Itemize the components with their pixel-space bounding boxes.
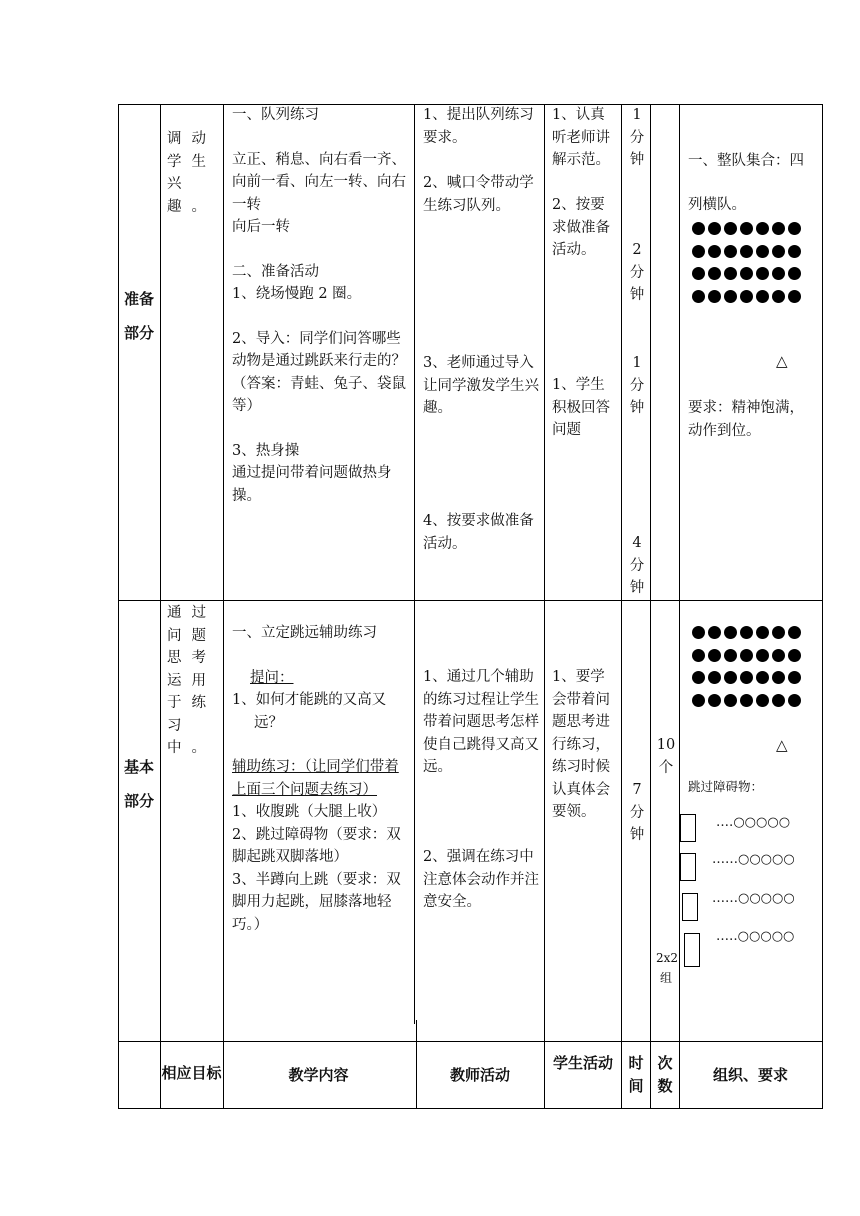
student-dot [772,626,785,639]
prep-time-1: 1分钟 [629,107,645,168]
student-dot [692,267,705,280]
student-dot [772,290,785,303]
student-dot [708,290,721,303]
basic-aux-3: 3、半蹲向上跳（要求：双脚用力起跳，屈膝落地轻巧。） [232,871,401,933]
col-line-7 [679,104,680,1109]
prep-dot-row [692,222,801,235]
col-line-3a [414,104,415,1024]
student-dot [788,649,801,662]
basic-goal: 通过问题思考运用于练习中。 [167,605,216,756]
student-dot [708,694,721,707]
prep-dot-row [692,267,801,280]
basic-time: 7分钟 [629,782,645,843]
prep-content [232,104,410,507]
prep-content-p2: 1、绕场慢跑 2 圈。 [232,286,362,302]
basic-aux-2: 2、跳过障碍物（要求：双脚起跳双脚落地） [232,826,401,865]
student-dot [788,245,801,258]
student-dot [724,626,737,639]
student-dot [740,267,753,280]
student-dot [772,671,785,684]
col-line-5 [621,104,622,1109]
student-dot [772,222,785,235]
basic-count-2: 2x2组 [656,951,679,985]
prep-content-p4: 3、热身操 [232,442,300,459]
student-dot [708,267,721,280]
header-goal: 相应目标 [161,1064,222,1082]
student-dot [692,671,705,684]
header-time: 时间 [628,1054,644,1095]
prep-content-p1b: 向后一转 [232,219,290,235]
jump-row-3: ……○○○○○ [712,891,795,906]
student-dot [756,671,769,684]
student-dot [724,694,737,707]
prep-org-1b: 列横队。 [688,197,746,213]
prep-student-3: 1、学生积极回答问题 [552,377,610,438]
prep-content-h2: 二、准备活动 [232,263,319,280]
header-student: 学生活动 [552,1054,613,1072]
basic-aux-1: 1、收腹跳（大腿上收） [232,804,387,820]
obstacle-4 [684,933,700,967]
prep-dot-row [692,290,801,303]
basic-teacher-1: 1、通过几个辅助的练习过程让学生带着问题思考怎样使自己跳得又高又远。 [423,669,539,775]
obstacle-2 [680,853,696,881]
student-dot [708,626,721,639]
prep-content-p1: 立正、稍息、向右看一齐、向前一看、向左一转、向右一转 [232,151,406,213]
prep-teacher-1: 1、提出队列练习要求。 [423,107,534,146]
prep-org-2: 要求：精神饱满，动作到位。 [688,400,804,439]
prep-content-p3: 2、导入：同学们问答哪些动物是通过跳跃来行走的？ [232,330,406,369]
student-dot [788,694,801,707]
prep-goal: 调动学生兴趣。 [167,131,216,215]
prep-dot-row [692,245,801,258]
col-line-0 [118,104,119,1109]
student-dot [692,649,705,662]
col-line-1 [160,104,161,1109]
basic-dot-row [692,649,801,662]
student-dot [708,649,721,662]
student-dot [724,222,737,235]
student-dot [740,245,753,258]
basic-count-1: 10个 [656,737,676,776]
student-dot [708,671,721,684]
basic-content [232,622,410,936]
student-dot [740,290,753,303]
student-dot [756,290,769,303]
student-dot [772,245,785,258]
header-count: 次数 [657,1054,673,1095]
student-dot [756,267,769,280]
col-line-4 [544,104,545,1109]
jump-row-2: ……○○○○○ [712,852,795,867]
prep-content-p4b: 通过提问带着问题做热身操。 [232,465,392,504]
student-dot [692,245,705,258]
student-dot [788,267,801,280]
student-dot [740,222,753,235]
student-dot [740,694,753,707]
basic-question-1: 1、如何才能跳的又高又远？ [232,692,387,731]
student-dot [756,694,769,707]
student-dot [692,626,705,639]
prep-teacher-4: 4、按要求做准备活动。 [423,513,534,552]
basic-dot-row [692,694,801,707]
prep-student-2: 2、按要求做准备活动。 [552,197,610,258]
student-dot [692,222,705,235]
col-line-6 [650,104,651,1109]
prep-org-1: 一、整队集合：四 [688,153,804,169]
col-line-2 [223,104,224,1109]
student-dot [788,671,801,684]
header-org: 组织、要求 [712,1066,788,1084]
basic-content-h1: 一、立定跳远辅助练习 [232,625,377,641]
student-dot [740,626,753,639]
student-dot [788,290,801,303]
obstacle-1 [680,814,696,842]
student-dot [740,671,753,684]
basic-section-label: 基本部分 [124,758,155,810]
prep-teacher-2: 2、喊口令带动学生练习队列。 [423,175,534,214]
prep-student-1: 1、认真听老师讲解示范。 [552,107,610,168]
student-dot [756,626,769,639]
col-line-8 [822,104,823,1109]
prep-teacher-triangle: △ [776,352,788,370]
basic-dot-row [692,671,801,684]
student-dot [692,290,705,303]
prep-content-h1: 一、队列练习 [232,107,319,123]
student-dot [756,245,769,258]
basic-question-label: 提问： [250,669,294,686]
student-dot [740,649,753,662]
student-dot [724,267,737,280]
basic-org-label: 跳过障碍物： [688,779,764,794]
student-dot [756,222,769,235]
student-dot [708,245,721,258]
basic-aux-label: 辅助练习：（让同学们带着上面三个问题去练习） [232,759,399,798]
basic-teacher-triangle: △ [776,736,788,754]
student-dot [772,649,785,662]
student-dot [708,222,721,235]
obstacle-3 [682,893,698,921]
basic-student-1: 1、要学会带着问题思考进行练习，练习时候认真体会要领。 [552,669,610,820]
basic-teacher-2: 2、强调在练习中注意体会动作并注意安全。 [423,849,539,910]
student-dot [724,290,737,303]
student-dot [724,671,737,684]
student-dot [692,694,705,707]
student-dot [772,267,785,280]
student-dot [724,649,737,662]
jump-row-1: ‥‥○○○○○ [716,815,791,830]
prep-time-4: 4分钟 [629,535,645,596]
prep-time-2: 2分钟 [629,242,645,303]
basic-dot-row [692,626,801,639]
prep-time-3: 1分钟 [629,355,645,416]
header-content: 教学内容 [288,1066,349,1084]
header-teacher: 教师活动 [449,1066,510,1084]
student-dot [788,626,801,639]
prep-content-p3b: （答案：青蛙、兔子、袋鼠等） [232,375,406,414]
student-dot [756,649,769,662]
prep-section-label: 准备部分 [124,290,155,342]
student-dot [788,222,801,235]
jump-row-4: …‥○○○○○ [716,929,795,944]
student-dot [724,245,737,258]
student-dot [772,694,785,707]
prep-teacher-3: 3、老师通过导入让同学激发学生兴趣。 [423,355,539,416]
